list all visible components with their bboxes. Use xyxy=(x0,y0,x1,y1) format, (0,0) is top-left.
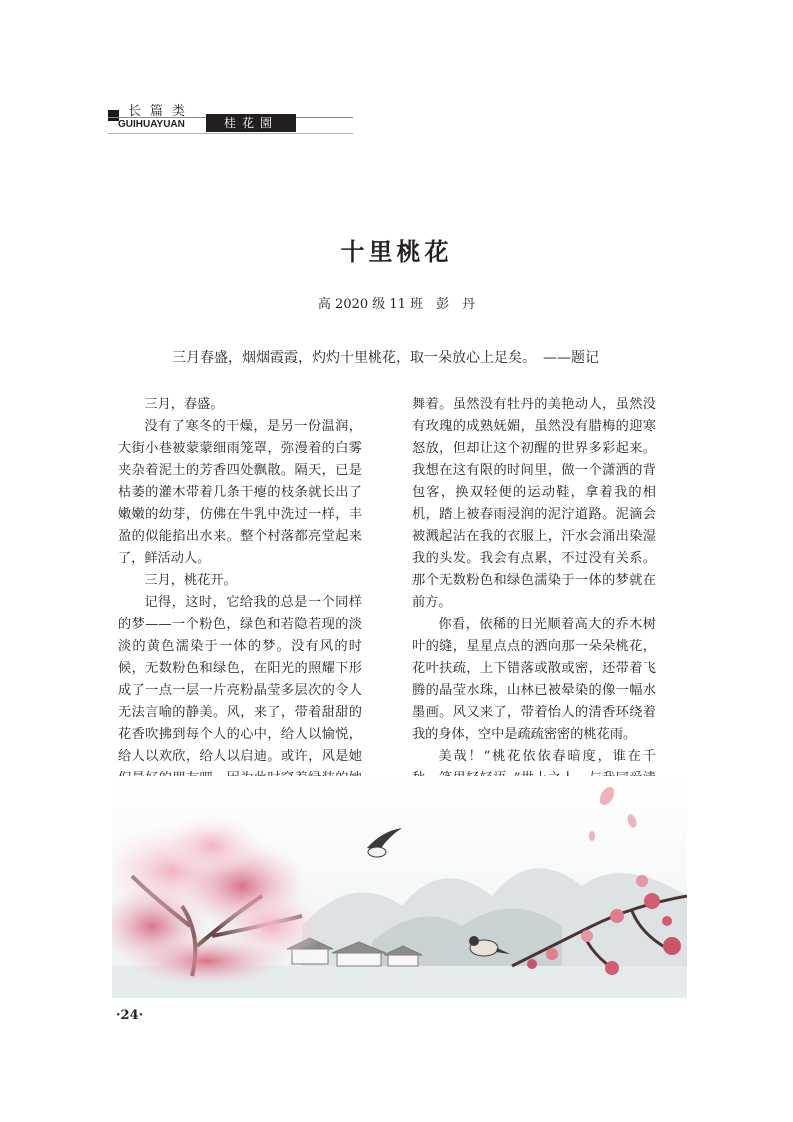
header-category: 长篇类 xyxy=(128,104,195,119)
paragraph: 美哉！“桃花依依春暗度，谁在千 xyxy=(438,749,656,764)
article-epigraph: 三月春盛，烟烟霞霞，灼灼十里桃花，取一朵放心上足矣。 ——题记 xyxy=(172,350,599,366)
page-number: ·24· xyxy=(116,1008,144,1023)
peach-blossom-landscape-illustration xyxy=(112,776,687,998)
column-header xyxy=(108,100,353,140)
paragraph: 记得，这时，它给我的总是一个同样的梦——一个粉色，绿色和若隐若现的淡淡的黄色濡染于一体的梦。没有风的时候，无数粉色和绿色，在阳光的照耀下形成了一点一层一片亮粉晶莹多层次的令人无法言喻的静美。风，来了，带着甜甜的花香吹拂到每个人的心中，给人以愉悦，给人以欢欣，给人以启迪。或许，风是她 xyxy=(118,595,362,764)
paragraph-continued: 舞着。虽然没有牡丹的美艳动人，虽然没有玫瑰的成熟妩媚，虽然没有腊梅的迎寒怒放，但却让这个初醒的世界多彩起来。我想在这有限的时间里，做一个潇洒的背包客，换双轻便的运动鞋，拿着我的相机，踏上被春雨浸润的泥泞道路。泥滴会被溅起沾在我的衣服上，汗水会涌出染湿我的头发。我会有点累，不过没有关系。那个无数粉色和绿色濡染于一体的梦就在前方。 xyxy=(412,397,656,610)
text-column-right xyxy=(412,394,656,812)
paragraph: 没有了寒冬的干燥，是另一份温润，大街小巷被蒙蒙细雨笼罩，弥漫着的白雾夹杂着泥土的芳香四处飘散。隔天，已是枯萎的灌木带着几条干瘪的枝条就长出了嫩嫩的幼芽，仿佛在牛乳中洗过一样，丰盈的似能掐出水来。整个村落都亮堂起来了，鲜活动人。 xyxy=(118,419,362,566)
text-column-left xyxy=(118,394,362,812)
header-column-en: GUIHUAYUAN xyxy=(118,119,185,130)
article-title: 十里桃花 xyxy=(340,237,453,266)
article-author: 高 2020 级 11 班 彭 丹 xyxy=(317,297,476,312)
header-rule-bottom xyxy=(108,133,353,134)
header-column-badge: 桂花園 xyxy=(206,114,296,132)
paragraph: 三月，桃花开。 xyxy=(144,573,237,588)
paragraph: 你看，依稀的日光顺着高大的乔木树叶的缝，星星点点的洒向那一朵朵桃花，花叶扶疏，上下错落或散或密，还带着飞腾的晶莹水珠，山林已被晕染的像一幅水墨画。风又来了，带着怡人的清香环绕着我的身体，空中是疏疏密密的桃花雨。 xyxy=(412,617,656,742)
paragraph: 三月，春盛。 xyxy=(144,397,224,412)
